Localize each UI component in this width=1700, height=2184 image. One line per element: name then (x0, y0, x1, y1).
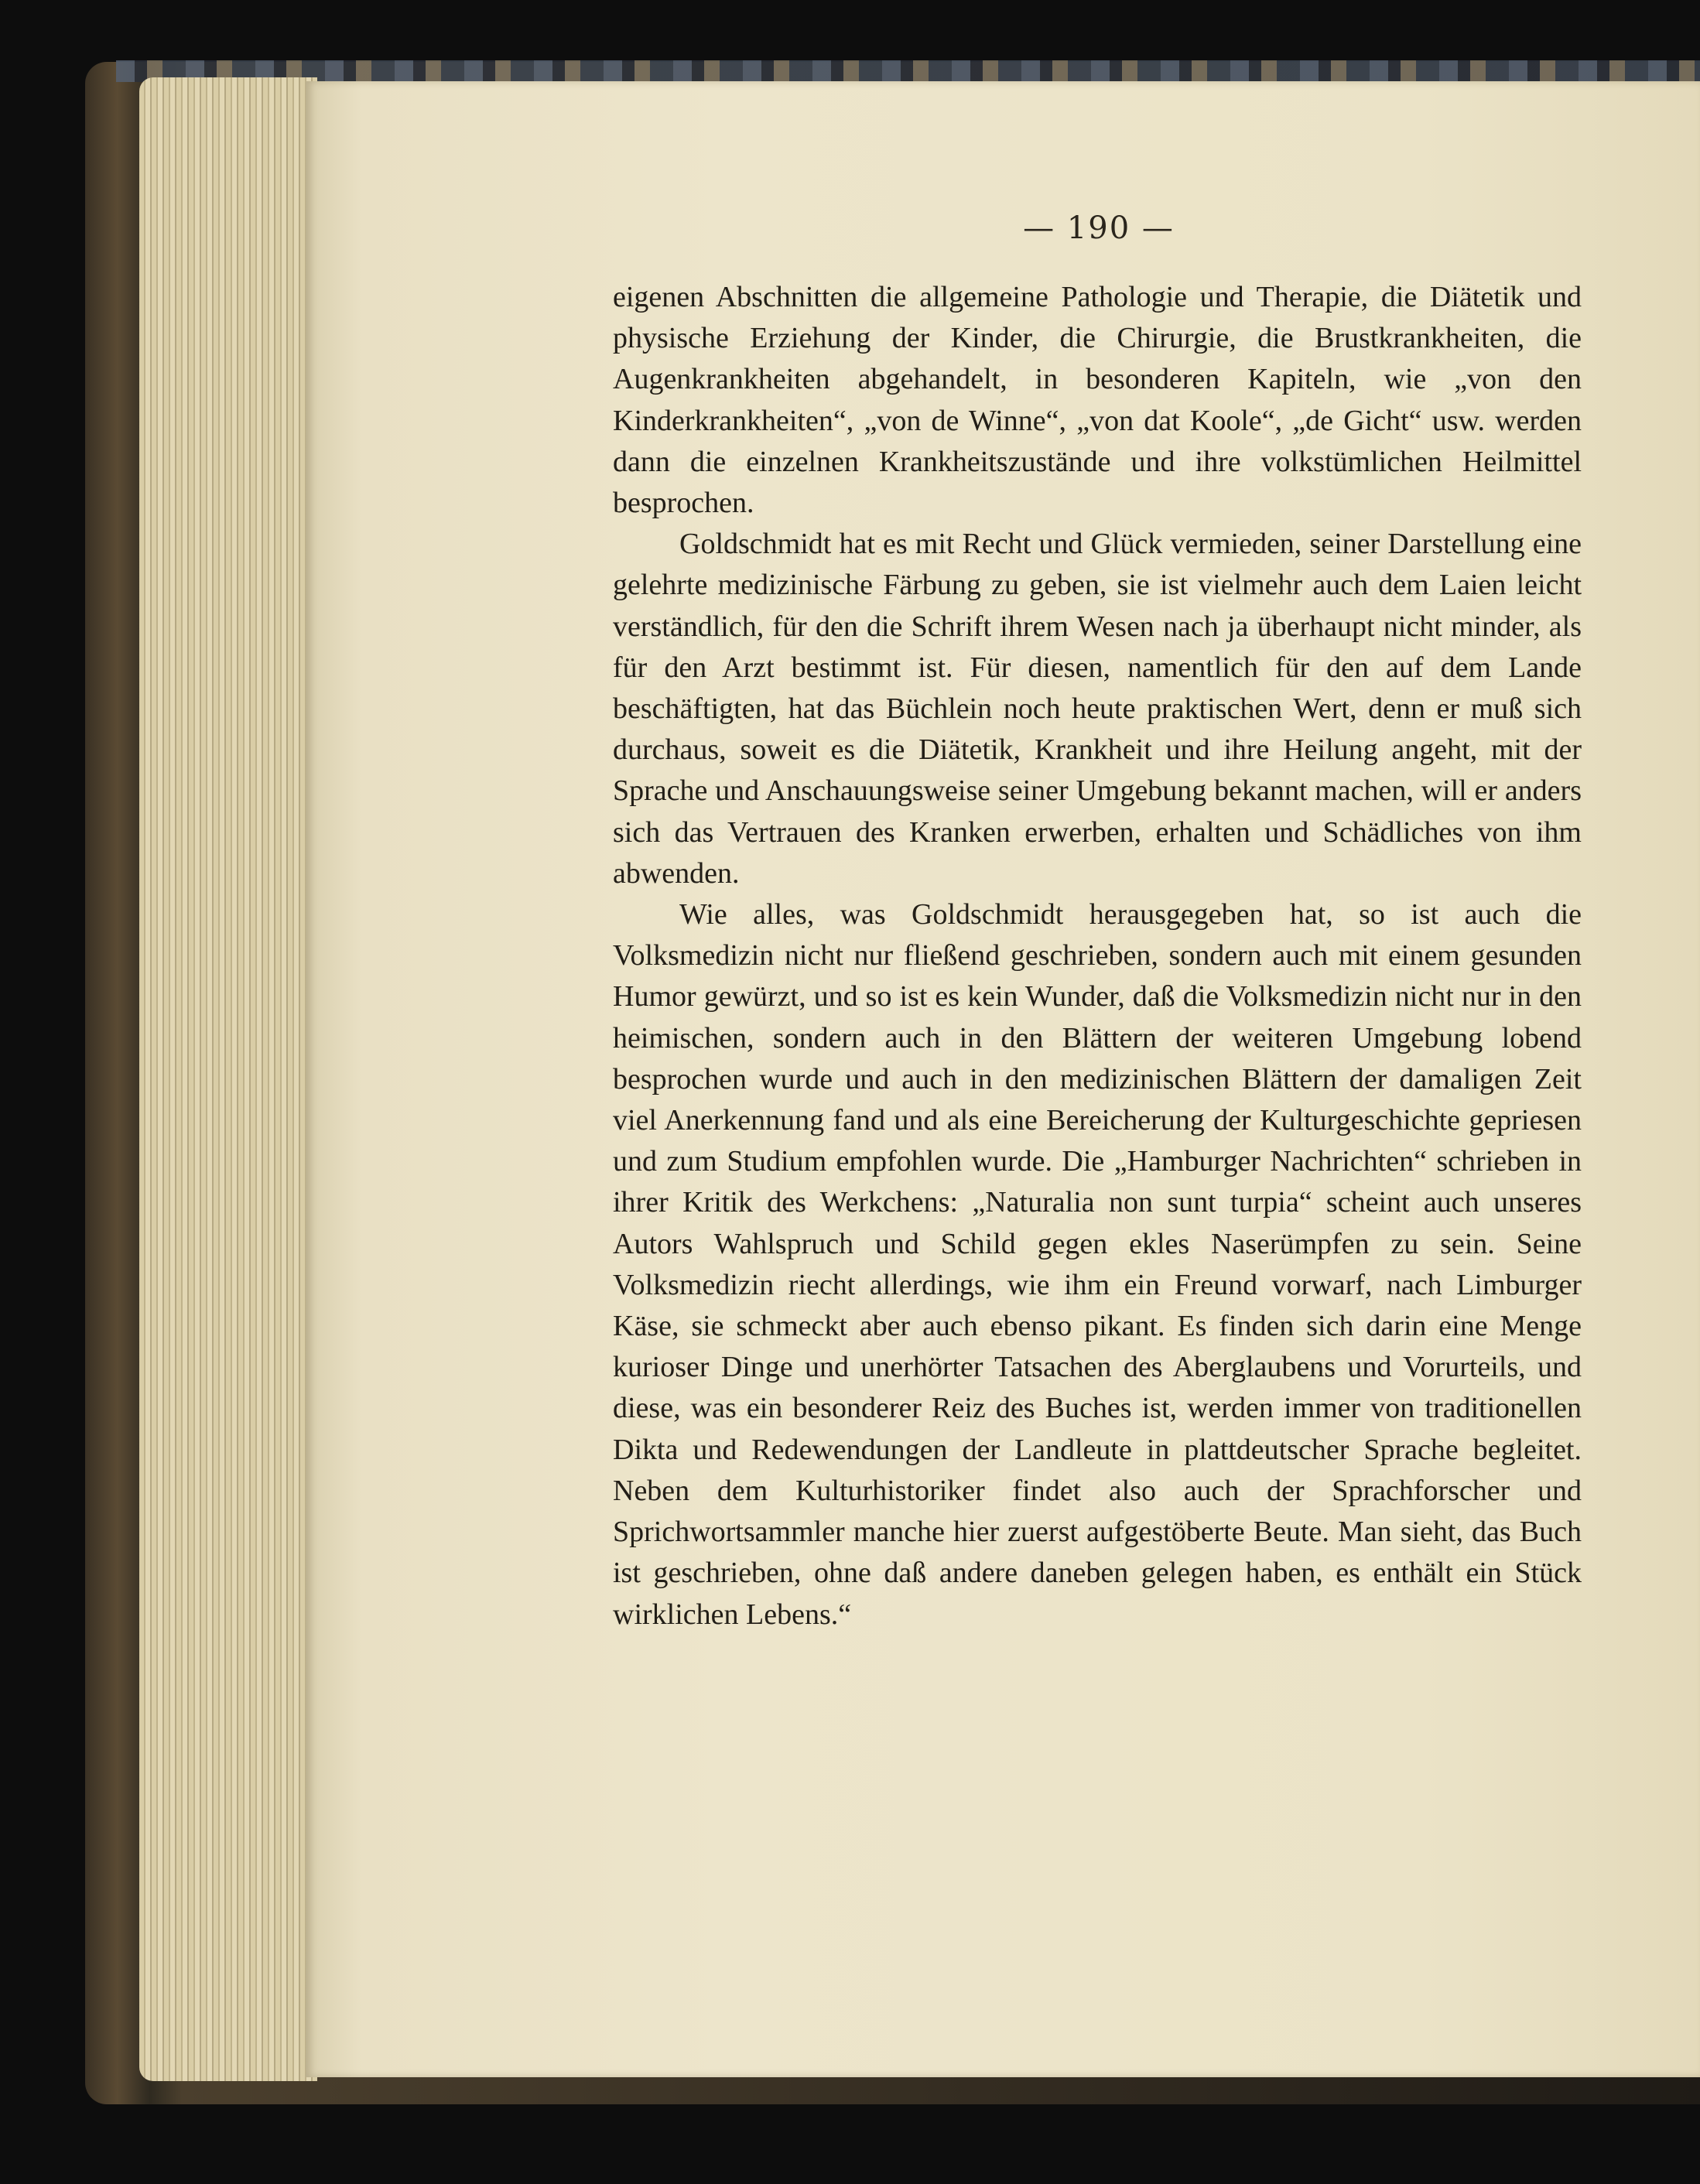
page-number: — 190 — (1023, 210, 1175, 246)
body-text (613, 277, 1582, 1635)
paragraph-2: Goldschmidt hat es mit Recht und Glück vermieden, seiner Darstellung eine gelehrte medizinische Färbung zu geben, sie ist vielmehr auch dem Laien leicht verständlich, für den die Schrift ihrem Wesen nach ja überhaupt nicht minder, als für den Arzt bestimmt ist. Für diesen, namentlich für den auf dem Lande beschäftigten, hat das Büchlein noch heute praktischen Wert, denn er muß sich durchaus, soweit es die Diätetik, Krankheit und ihre Heilung angeht, mit der Sprache und Anschauungsweise seiner Umgebung bekannt machen, will er anders sich das Vertrauen des Kranken erwerben, erhalten und Schädliches von ihm abwenden. (613, 528, 1582, 890)
paragraph-1: eigenen Abschnitten die allgemeine Pathologie und Therapie, die Diätetik und physische Erziehung der Kinder, die Chirurgie, die Brustkrankheiten, die Augenkrankheiten abgehandelt, in besonderen Kapiteln, wie „von den Kinderkrankheiten“, „von de Winne“, „von dat Koole“, „de Gicht“ usw. werden dann die einzelnen Krankheitszustände und ihre volkstümlichen Heilmittel besprochen. (613, 281, 1582, 520)
paragraph-3: Wie alles, was Goldschmidt herausgegeben hat, so ist auch die Volksmedizin nicht nur fließend geschrieben, sondern auch mit einem gesunden Humor gewürzt, und so ist es kein Wunder, daß die Volksmedizin nicht nur in den heimischen, sondern auch in den Blättern der weiteren Umgebung lobend besprochen wurde und auch in den medizinischen Blättern der damaligen Zeit viel Anerkennung fand und als eine Bereicherung der Kulturgeschichte gepriesen und zum Studium empfohlen wurde. Die „Hamburger Nachrichten“ schrieben in ihrer Kritik des Werkchens: „Naturalia non sunt turpia“ scheint auch unseres Autors Wahlspruch und Schild gegen ekles Naserümpfen zu sein. Seine Volksmedizin riecht allerdings, wie ihm ein Freund vorwarf, nach Limburger Käse, sie schmeckt aber auch ebenso pikant. Es finden sich darin eine Menge kurioser Dinge und unerhörter Tatsachen des Aberglaubens und Vorurteils, und diese, was ein besonderer Reiz des Buches ist, werden immer von traditionellen Dikta und Redewendungen der Landleute in plattdeutscher Sprache begleitet. Neben dem Kulturhistoriker findet also auch der Sprachforscher und Sprichwortsammler manche hier zuerst aufgestöberte Beute. Man sieht, das Buch ist geschrieben, ohne daß andere daneben gelegen haben, es enthält ein Stück wirklichen Lebens.“ (613, 898, 1582, 1631)
marbled-edge (116, 60, 1700, 82)
page-edges (139, 77, 317, 2081)
